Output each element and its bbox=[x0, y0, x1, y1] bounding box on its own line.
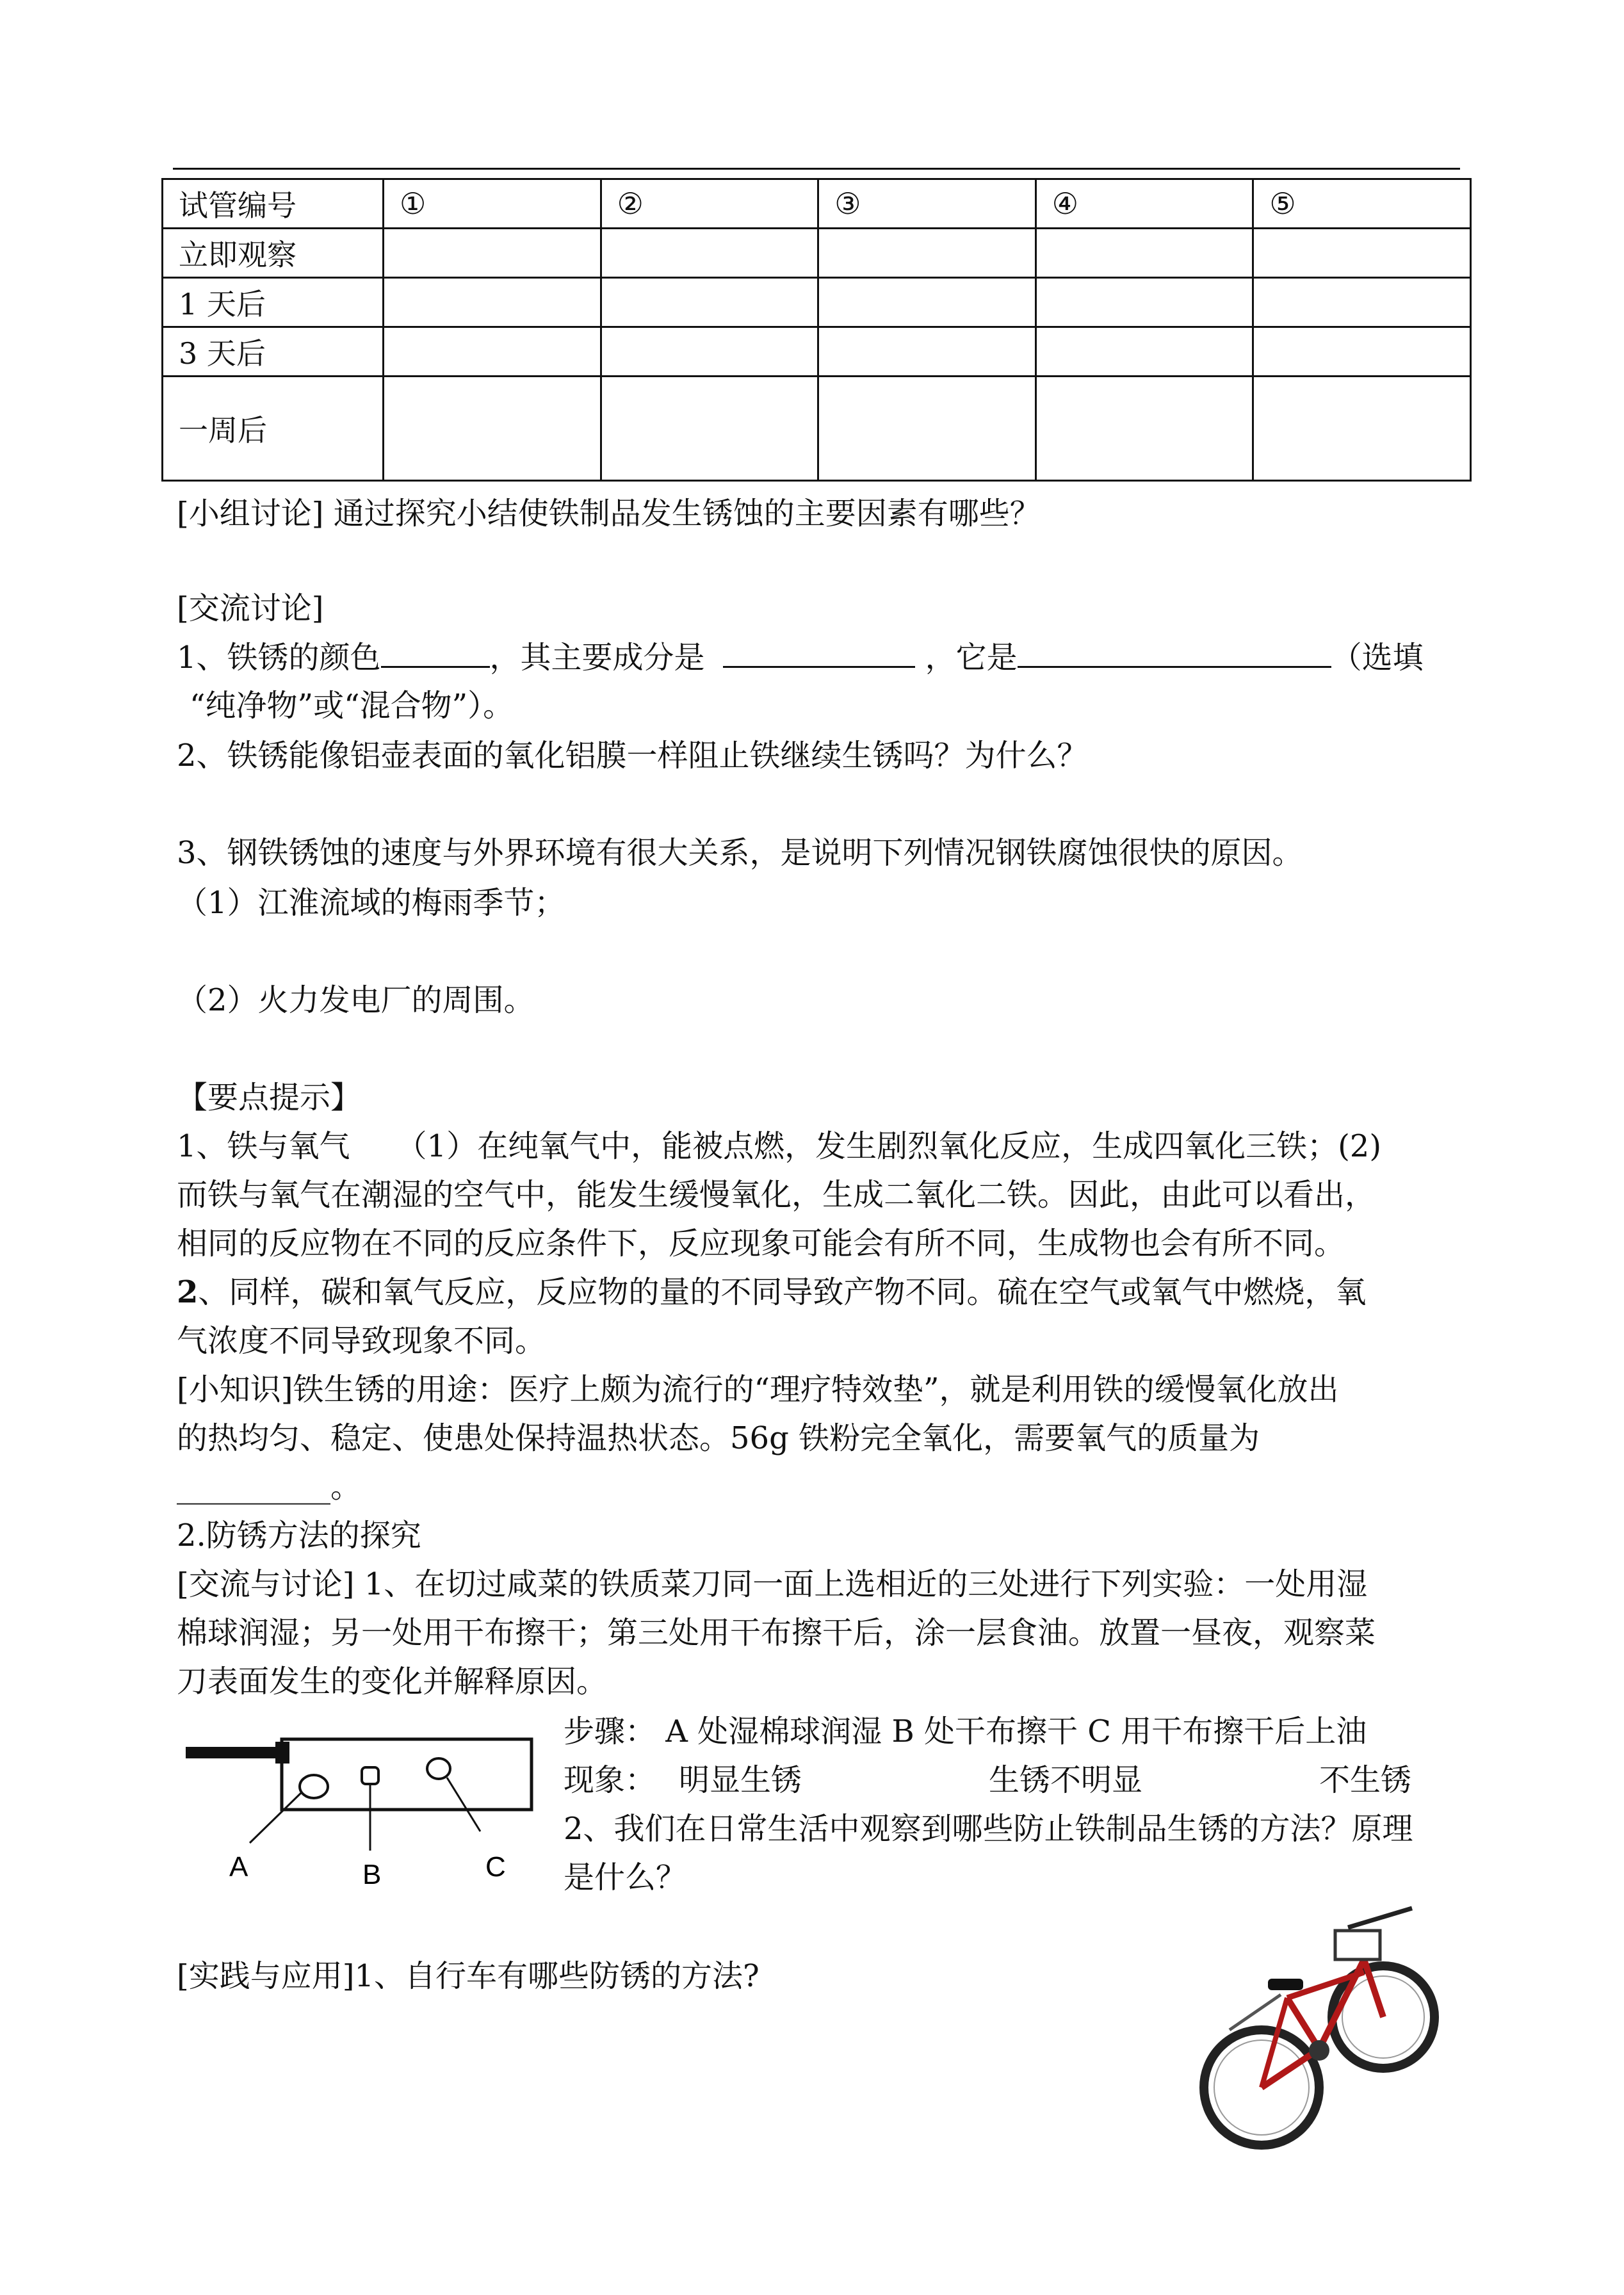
daily-question-line1: 2、我们在日常生活中观察到哪些防止铁制品生锈的方法？原理 bbox=[564, 1811, 1413, 1847]
table-cell bbox=[1035, 327, 1253, 377]
row-label: 1 天后 bbox=[163, 278, 384, 327]
q1-text-b: ，其主要成分是 bbox=[489, 640, 705, 676]
row-label: 立即观察 bbox=[163, 229, 384, 278]
question-1-line1 bbox=[177, 638, 1424, 677]
tip-line2: 的热均匀、稳定、使患处保持温热状态。56g 铁粉完全氧化，需要氧气的质量为 bbox=[177, 1420, 1260, 1456]
question-1-line2: “纯净物”或“混合物”）。 bbox=[190, 688, 514, 724]
knife-label-a: A bbox=[229, 1851, 248, 1883]
table-row bbox=[163, 229, 1471, 278]
table-cell bbox=[1035, 377, 1253, 481]
exchange-2-line2: 棉球润湿；另一处用干布擦干；第三处用干布擦干后，涂一层食油。放置一昼夜，观察菜 bbox=[177, 1615, 1376, 1651]
table-cell bbox=[601, 327, 818, 377]
knife-diagram-icon bbox=[179, 1716, 538, 1889]
knife-label-b: B bbox=[362, 1859, 382, 1889]
table-cell bbox=[601, 229, 818, 278]
exchange-title: [交流讨论] bbox=[177, 590, 324, 626]
table-header-row bbox=[163, 179, 1471, 229]
table-header-cell: ① bbox=[384, 179, 601, 229]
phenomenon-c: 不生锈 bbox=[1319, 1762, 1412, 1798]
table-header-cell: ⑤ bbox=[1253, 179, 1471, 229]
question-3: 3、钢铁锈蚀的速度与外界环境有很大关系，是说明下列情况钢铁腐蚀很快的原因。 bbox=[177, 835, 1303, 871]
phenomenon-line bbox=[564, 1761, 656, 1799]
group-discussion: [小组讨论] 通过探究小结使铁制品发生锈蚀的主要因素有哪些？ bbox=[177, 496, 1041, 531]
table-cell bbox=[818, 377, 1036, 481]
table-header-cell: ③ bbox=[818, 179, 1036, 229]
question-2: 2、铁锈能像铝壶表面的氧化铝膜一样阻止铁继续生锈吗？为什么？ bbox=[177, 738, 1088, 774]
table-cell bbox=[818, 229, 1036, 278]
table-cell bbox=[1035, 229, 1253, 278]
row-label: 一周后 bbox=[163, 377, 384, 481]
daily-question-line2: 是什么？ bbox=[564, 1860, 687, 1895]
practice-question: [实践与应用]1、自行车有哪些防锈的方法? bbox=[177, 1958, 759, 1994]
keypoint-1-line1: 1、铁与氧气 （1）在纯氧气中，能被点燃，发生剧烈氧化反应，生成四氧化三铁；(2) bbox=[177, 1128, 1382, 1164]
keypoint-2-number: 2 bbox=[177, 1274, 199, 1310]
table-cell bbox=[1253, 278, 1471, 327]
q1-text-a: 1、铁锈的颜色 bbox=[177, 640, 381, 676]
table-cell bbox=[1253, 229, 1471, 278]
phenomenon-a: 明显生锈 bbox=[679, 1762, 802, 1798]
keypoint-2-line2: 气浓度不同导致现象不同。 bbox=[177, 1323, 546, 1359]
table-cell bbox=[1035, 278, 1253, 327]
keypoint-1-line2: 而铁与氧气在潮湿的空气中，能发生缓慢氧化，生成二氧化二铁。因此，由此可以看出， bbox=[177, 1177, 1376, 1213]
phenomenon-label: 现象： bbox=[564, 1762, 656, 1798]
steps-line: 步骤： A 处湿棉球润湿 B 处干布擦干 C 用干布擦干后上油 bbox=[564, 1714, 1367, 1749]
exchange-2-line1: [交流与讨论] 1、在切过咸菜的铁质菜刀同一面上选相近的三处进行下列实验：一处用湿 bbox=[177, 1566, 1368, 1602]
tip-line3: __________。 bbox=[177, 1469, 362, 1505]
table-cell bbox=[818, 327, 1036, 377]
section-2-title: 2.防锈方法的探究 bbox=[177, 1518, 421, 1553]
question-3-2: （2）火力发电厂的周围。 bbox=[177, 982, 535, 1018]
table-header-cell: 试管编号 bbox=[163, 179, 384, 229]
knife-label-c: C bbox=[485, 1851, 506, 1883]
q1-text-d: （选填 bbox=[1331, 640, 1424, 676]
table-row bbox=[163, 278, 1471, 327]
table-header-cell: ④ bbox=[1035, 179, 1253, 229]
answer-blank[interactable] bbox=[1018, 638, 1331, 668]
header-rule bbox=[173, 168, 1460, 170]
tip-line1: [小知识]铁生锈的用途：医疗上颇为流行的“理疗特效垫”，就是利用铁的缓慢氧化放出 bbox=[177, 1372, 1339, 1407]
table-cell bbox=[384, 327, 601, 377]
phenomenon-b: 生锈不明显 bbox=[989, 1762, 1143, 1798]
table-cell bbox=[601, 278, 818, 327]
table-cell bbox=[384, 278, 601, 327]
table-row bbox=[163, 377, 1471, 481]
keypoint-1-line3: 相同的反应物在不同的反应条件下，反应现象可能会有所不同，生成物也会有所不同。 bbox=[177, 1226, 1345, 1261]
table-cell bbox=[818, 278, 1036, 327]
question-3-1: （1）江淮流域的梅雨季节； bbox=[177, 885, 565, 921]
keypoint-2-text: 、同样，碳和氧气反应，反应物的量的不同导致产物不同。硫在空气或氧气中燃烧，氧 bbox=[198, 1274, 1367, 1310]
table-cell bbox=[601, 377, 818, 481]
row-label: 3 天后 bbox=[163, 327, 384, 377]
table-cell bbox=[384, 229, 601, 278]
table-header-cell: ② bbox=[601, 179, 818, 229]
answer-blank[interactable] bbox=[723, 638, 915, 668]
table-cell bbox=[1253, 377, 1471, 481]
answer-blank[interactable] bbox=[381, 638, 490, 668]
keypoint-2-line1 bbox=[177, 1273, 1366, 1311]
table-cell bbox=[384, 377, 601, 481]
q1-text-c: ，它是 bbox=[925, 640, 1018, 676]
keypoints-title: 【要点提示】 bbox=[177, 1080, 362, 1115]
table-cell bbox=[1253, 327, 1471, 377]
observation-table bbox=[161, 178, 1472, 482]
exchange-2-line3: 刀表面发生的变化并解释原因。 bbox=[177, 1664, 608, 1699]
bicycle-photo-icon bbox=[1191, 1902, 1447, 2158]
table-row bbox=[163, 327, 1471, 377]
